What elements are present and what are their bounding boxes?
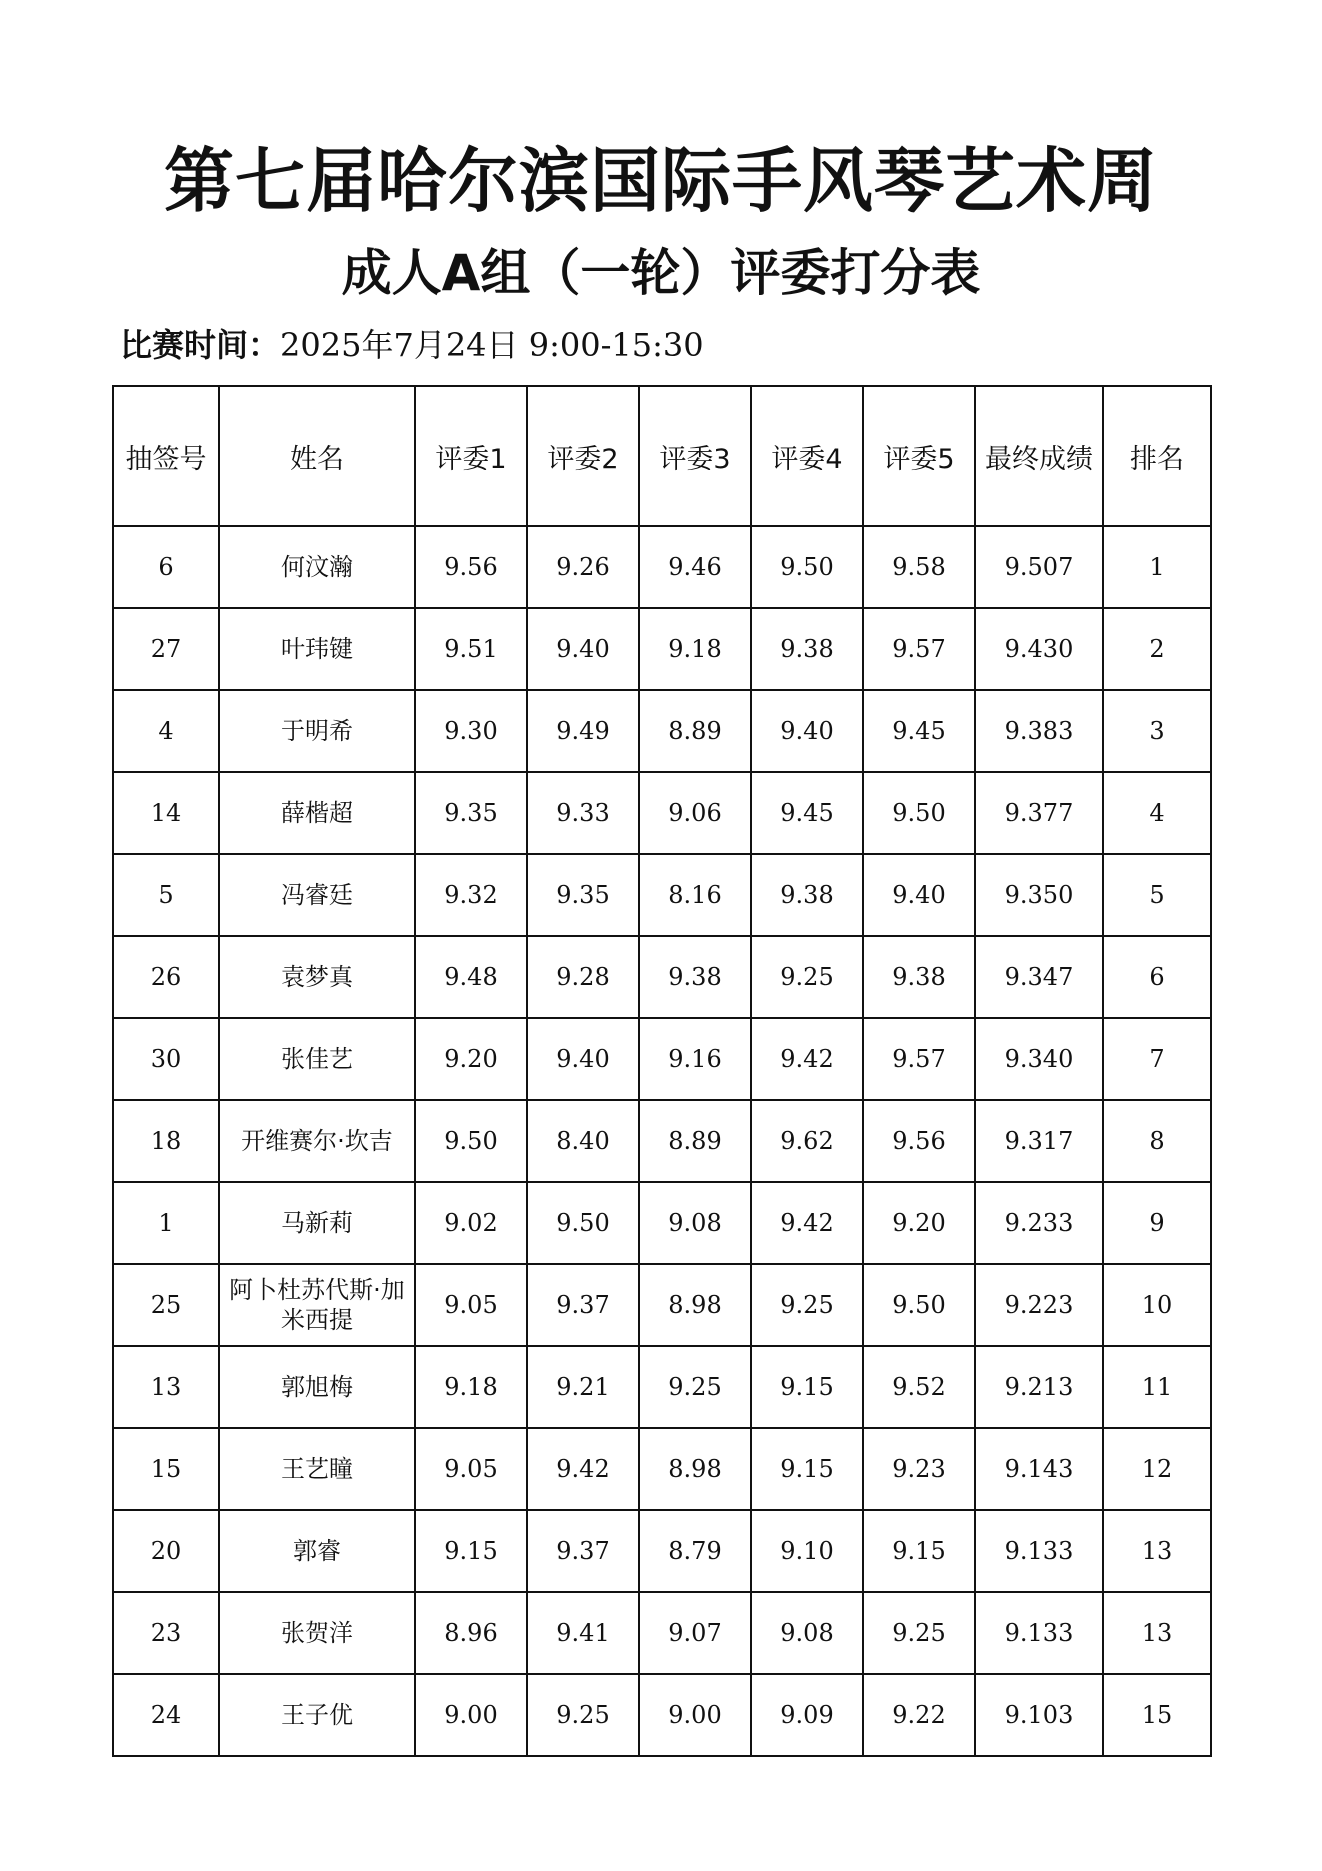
- cell-name: 何汶瀚: [219, 526, 415, 608]
- cell-rank: 6: [1103, 936, 1211, 1018]
- cell-rank: 3: [1103, 690, 1211, 772]
- document-subtitle: 成人A组（一轮）评委打分表: [341, 244, 981, 302]
- cell-judge-3: 9.25: [639, 1346, 751, 1428]
- cell-rank: 13: [1103, 1510, 1211, 1592]
- cell-judge-3: 8.79: [639, 1510, 751, 1592]
- cell-judge-3: 9.06: [639, 772, 751, 854]
- cell-judge-4: 9.25: [751, 1264, 863, 1346]
- cell-draw-no: 23: [113, 1592, 219, 1674]
- cell-judge-4: 9.10: [751, 1510, 863, 1592]
- table-row: [113, 1346, 1211, 1428]
- header-draw-no: 抽签号: [113, 386, 219, 526]
- cell-judge-4: 9.38: [751, 854, 863, 936]
- cell-judge-2: 9.33: [527, 772, 639, 854]
- cell-judge-2: 9.40: [527, 608, 639, 690]
- cell-judge-5: 9.58: [863, 526, 975, 608]
- cell-judge-5: 9.20: [863, 1182, 975, 1264]
- table-row: [113, 690, 1211, 772]
- table-header-row: [113, 386, 1211, 526]
- cell-judge-3: 8.89: [639, 1100, 751, 1182]
- cell-judge-2: 9.42: [527, 1428, 639, 1510]
- cell-judge-3: 8.89: [639, 690, 751, 772]
- cell-judge-1: 9.30: [415, 690, 527, 772]
- cell-draw-no: 5: [113, 854, 219, 936]
- cell-judge-4: 9.15: [751, 1428, 863, 1510]
- cell-name: 于明希: [219, 690, 415, 772]
- cell-judge-1: 9.32: [415, 854, 527, 936]
- cell-draw-no: 30: [113, 1018, 219, 1100]
- header-rank: 排名: [1103, 386, 1211, 526]
- cell-judge-1: 9.18: [415, 1346, 527, 1428]
- cell-judge-3: 8.16: [639, 854, 751, 936]
- cell-rank: 7: [1103, 1018, 1211, 1100]
- cell-final-score: 9.383: [975, 690, 1103, 772]
- cell-judge-5: 9.15: [863, 1510, 975, 1592]
- cell-judge-3: 9.46: [639, 526, 751, 608]
- cell-judge-4: 9.08: [751, 1592, 863, 1674]
- cell-judge-5: 9.52: [863, 1346, 975, 1428]
- cell-rank: 4: [1103, 772, 1211, 854]
- cell-judge-2: 9.37: [527, 1264, 639, 1346]
- cell-draw-no: 13: [113, 1346, 219, 1428]
- cell-final-score: 9.133: [975, 1510, 1103, 1592]
- cell-judge-5: 9.56: [863, 1100, 975, 1182]
- cell-judge-4: 9.45: [751, 772, 863, 854]
- cell-judge-4: 9.38: [751, 608, 863, 690]
- score-table-body: [113, 526, 1211, 1756]
- table-row: [113, 1674, 1211, 1756]
- cell-draw-no: 26: [113, 936, 219, 1018]
- cell-judge-5: 9.25: [863, 1592, 975, 1674]
- cell-judge-1: 9.56: [415, 526, 527, 608]
- cell-judge-3: 8.98: [639, 1428, 751, 1510]
- cell-judge-2: 9.49: [527, 690, 639, 772]
- cell-name: 冯睿廷: [219, 854, 415, 936]
- cell-name: 张佳艺: [219, 1018, 415, 1100]
- header-judge-5: 评委5: [863, 386, 975, 526]
- table-row: [113, 526, 1211, 608]
- table-row: [113, 1592, 1211, 1674]
- cell-judge-3: 9.38: [639, 936, 751, 1018]
- cell-final-score: 9.430: [975, 608, 1103, 690]
- cell-judge-5: 9.50: [863, 772, 975, 854]
- cell-judge-5: 9.57: [863, 608, 975, 690]
- cell-rank: 10: [1103, 1264, 1211, 1346]
- table-row: [113, 608, 1211, 690]
- cell-draw-no: 24: [113, 1674, 219, 1756]
- cell-judge-5: 9.40: [863, 854, 975, 936]
- table-row: [113, 854, 1211, 936]
- cell-judge-2: 9.25: [527, 1674, 639, 1756]
- cell-name: 郭睿: [219, 1510, 415, 1592]
- cell-judge-3: 9.18: [639, 608, 751, 690]
- cell-judge-4: 9.50: [751, 526, 863, 608]
- cell-draw-no: 6: [113, 526, 219, 608]
- cell-draw-no: 14: [113, 772, 219, 854]
- cell-judge-4: 9.09: [751, 1674, 863, 1756]
- cell-final-score: 9.143: [975, 1428, 1103, 1510]
- header-judge-4: 评委4: [751, 386, 863, 526]
- cell-judge-1: 9.20: [415, 1018, 527, 1100]
- table-row: [113, 1428, 1211, 1510]
- cell-final-score: 9.213: [975, 1346, 1103, 1428]
- cell-draw-no: 1: [113, 1182, 219, 1264]
- cell-judge-4: 9.42: [751, 1018, 863, 1100]
- document-title: 第七届哈尔滨国际手风琴艺术周: [164, 140, 1158, 222]
- cell-draw-no: 18: [113, 1100, 219, 1182]
- cell-judge-4: 9.15: [751, 1346, 863, 1428]
- cell-final-score: 9.350: [975, 854, 1103, 936]
- match-time-value: 2025年7月24日 9:00-15:30: [280, 326, 704, 364]
- cell-judge-2: 9.28: [527, 936, 639, 1018]
- cell-draw-no: 20: [113, 1510, 219, 1592]
- cell-judge-2: 9.40: [527, 1018, 639, 1100]
- cell-final-score: 9.317: [975, 1100, 1103, 1182]
- cell-judge-3: 8.98: [639, 1264, 751, 1346]
- cell-judge-2: 9.41: [527, 1592, 639, 1674]
- cell-judge-2: 9.50: [527, 1182, 639, 1264]
- cell-judge-2: 9.35: [527, 854, 639, 936]
- cell-rank: 15: [1103, 1674, 1211, 1756]
- cell-judge-3: 9.08: [639, 1182, 751, 1264]
- match-time: [120, 322, 704, 368]
- table-row: [113, 936, 1211, 1018]
- cell-judge-2: 9.21: [527, 1346, 639, 1428]
- cell-judge-5: 9.57: [863, 1018, 975, 1100]
- header-judge-2: 评委2: [527, 386, 639, 526]
- cell-rank: 13: [1103, 1592, 1211, 1674]
- cell-judge-3: 9.07: [639, 1592, 751, 1674]
- cell-judge-4: 9.25: [751, 936, 863, 1018]
- cell-final-score: 9.223: [975, 1264, 1103, 1346]
- cell-rank: 12: [1103, 1428, 1211, 1510]
- cell-judge-2: 9.37: [527, 1510, 639, 1592]
- cell-draw-no: 27: [113, 608, 219, 690]
- table-row: [113, 1510, 1211, 1592]
- cell-final-score: 9.507: [975, 526, 1103, 608]
- cell-name: 阿卜杜苏代斯·加米西提: [219, 1264, 415, 1346]
- cell-name: 郭旭梅: [219, 1346, 415, 1428]
- cell-judge-5: 9.38: [863, 936, 975, 1018]
- cell-name: 王艺瞳: [219, 1428, 415, 1510]
- table-row: [113, 772, 1211, 854]
- match-time-label: 比赛时间：: [120, 326, 281, 364]
- cell-judge-1: 9.51: [415, 608, 527, 690]
- table-row: [113, 1100, 1211, 1182]
- cell-rank: 1: [1103, 526, 1211, 608]
- cell-name: 张贺洋: [219, 1592, 415, 1674]
- cell-judge-2: 8.40: [527, 1100, 639, 1182]
- header-judge-1: 评委1: [415, 386, 527, 526]
- cell-judge-1: 9.05: [415, 1264, 527, 1346]
- cell-judge-1: 9.05: [415, 1428, 527, 1510]
- cell-judge-1: 9.35: [415, 772, 527, 854]
- cell-name: 袁梦真: [219, 936, 415, 1018]
- table-row: [113, 1018, 1211, 1100]
- score-table: [112, 385, 1212, 1757]
- cell-final-score: 9.377: [975, 772, 1103, 854]
- cell-rank: 11: [1103, 1346, 1211, 1428]
- cell-judge-5: 9.45: [863, 690, 975, 772]
- cell-final-score: 9.347: [975, 936, 1103, 1018]
- cell-judge-1: 8.96: [415, 1592, 527, 1674]
- cell-judge-5: 9.50: [863, 1264, 975, 1346]
- cell-judge-3: 9.00: [639, 1674, 751, 1756]
- cell-judge-1: 9.48: [415, 936, 527, 1018]
- cell-name: 王子优: [219, 1674, 415, 1756]
- cell-final-score: 9.233: [975, 1182, 1103, 1264]
- cell-judge-1: 9.00: [415, 1674, 527, 1756]
- cell-name: 叶玮键: [219, 608, 415, 690]
- cell-final-score: 9.340: [975, 1018, 1103, 1100]
- table-row: [113, 1264, 1211, 1346]
- cell-judge-4: 9.40: [751, 690, 863, 772]
- cell-draw-no: 4: [113, 690, 219, 772]
- cell-judge-5: 9.23: [863, 1428, 975, 1510]
- cell-judge-4: 9.62: [751, 1100, 863, 1182]
- header-name: 姓名: [219, 386, 415, 526]
- cell-judge-1: 9.15: [415, 1510, 527, 1592]
- cell-rank: 2: [1103, 608, 1211, 690]
- cell-judge-5: 9.22: [863, 1674, 975, 1756]
- cell-name: 薛楷超: [219, 772, 415, 854]
- cell-rank: 9: [1103, 1182, 1211, 1264]
- cell-draw-no: 15: [113, 1428, 219, 1510]
- cell-rank: 8: [1103, 1100, 1211, 1182]
- cell-final-score: 9.133: [975, 1592, 1103, 1674]
- cell-judge-3: 9.16: [639, 1018, 751, 1100]
- cell-name: 开维赛尔·坎吉: [219, 1100, 415, 1182]
- cell-judge-1: 9.02: [415, 1182, 527, 1264]
- cell-judge-2: 9.26: [527, 526, 639, 608]
- cell-draw-no: 25: [113, 1264, 219, 1346]
- cell-name: 马新莉: [219, 1182, 415, 1264]
- header-judge-3: 评委3: [639, 386, 751, 526]
- cell-final-score: 9.103: [975, 1674, 1103, 1756]
- cell-rank: 5: [1103, 854, 1211, 936]
- table-row: [113, 1182, 1211, 1264]
- cell-judge-1: 9.50: [415, 1100, 527, 1182]
- cell-judge-4: 9.42: [751, 1182, 863, 1264]
- header-final-score: 最终成绩: [975, 386, 1103, 526]
